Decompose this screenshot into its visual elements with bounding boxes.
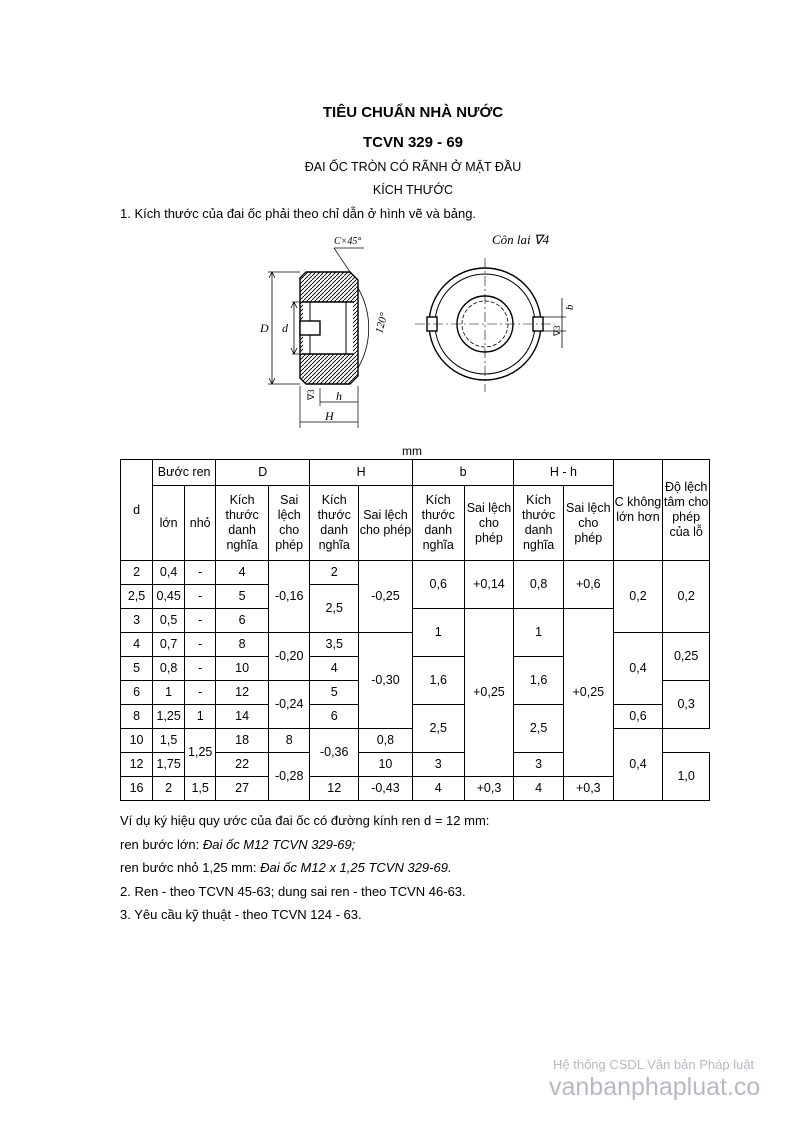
cell-Hh: 0,8 xyxy=(514,561,564,609)
cell-H: 2,5 xyxy=(310,585,359,633)
cell-H: 4 xyxy=(310,657,359,681)
cell-coarse: 1,5 xyxy=(153,729,185,753)
cell-D: 8 xyxy=(216,633,269,657)
cell-d: 12 xyxy=(121,753,153,777)
cell-b: 2,5 xyxy=(412,705,464,753)
cell-D: 4 xyxy=(216,561,269,585)
cell-d: 8 xyxy=(121,705,153,729)
cell-coarse: 0,5 xyxy=(153,609,185,633)
subheader-D-nominal: Kích thước danh nghĩa xyxy=(216,486,269,561)
subheader-b-tolerance: Sai lệch cho phép xyxy=(464,486,514,561)
cell-coarse: 1 xyxy=(153,681,185,705)
dim-b-label: b xyxy=(564,304,576,310)
cell-d: 6 xyxy=(121,681,153,705)
cell-D: 6 xyxy=(216,609,269,633)
cell-D: 27 xyxy=(216,777,269,801)
chamfer-label: C×45° xyxy=(334,236,362,247)
subheader-H-nominal: Kích thước danh nghĩa xyxy=(310,486,359,561)
fine-designation: Đai ốc M12 x 1,25 TCVN 329-69. xyxy=(260,860,452,875)
cell-fine: - xyxy=(185,633,216,657)
cell-d: 10 xyxy=(121,729,153,753)
table-header-row xyxy=(121,460,710,486)
header-C: C không lớn hơn xyxy=(613,460,663,561)
fine-prefix: ren bước nhỏ 1,25 mm: xyxy=(120,860,261,875)
cell-d: 3 xyxy=(121,609,153,633)
cell-H: 6 xyxy=(310,705,359,729)
cell-C: 0,8 xyxy=(359,729,413,753)
watermark-site: vanbanphapluat.co xyxy=(549,1073,761,1101)
cell-dev: 0,3 xyxy=(663,681,710,729)
fine-example xyxy=(120,860,452,875)
cell-b: 1 xyxy=(412,609,464,657)
cell-D: 12 xyxy=(216,681,269,705)
watermark-caption: Hệ thống CSDL Văn bản Pháp luật xyxy=(553,1057,755,1072)
side-section-view xyxy=(268,248,369,428)
document-subtitle: ĐAI ỐC TRÒN CÓ RÃNH Ở MẶT ĐẦU xyxy=(304,160,522,174)
cell-Hh-tol: +0,6 xyxy=(563,561,613,609)
section-heading: KÍCH THƯỚC xyxy=(372,183,454,197)
front-view xyxy=(415,258,566,392)
subheader-coarse: lớn xyxy=(153,486,185,561)
roughness-right-label: ∇3 xyxy=(552,325,562,336)
roughness-left-label: ∇3 xyxy=(306,389,316,400)
cell-Hh-tol: +0,3 xyxy=(563,777,613,801)
cell-Hh: 2,5 xyxy=(514,705,564,753)
dim-h-label: h xyxy=(336,389,342,403)
cell-D-tol: -0,24 xyxy=(269,681,310,729)
standard-title: TIÊU CHUẨN NHÀ NƯỚC xyxy=(322,104,504,121)
dim-D-label: D xyxy=(260,321,269,335)
cell-d: 4 xyxy=(121,633,153,657)
intro-paragraph: 1. Kích thước của đai ốc phải theo chỉ dẫn ở hình vẽ và bảng. xyxy=(120,206,477,221)
cell-H: 12 xyxy=(310,777,359,801)
cell-C: 1,0 xyxy=(663,753,710,801)
subheader-D-tolerance: Sai lệch cho phép xyxy=(269,486,310,561)
example-paragraph: Ví dụ ký hiệu quy ước của đai ốc có đường kính ren d = 12 mm: xyxy=(120,813,490,828)
cell-H-tol: -0,25 xyxy=(359,561,413,633)
cell-b: 4 xyxy=(412,777,464,801)
cell-coarse: 0,7 xyxy=(153,633,185,657)
header-eccentricity: Độ lệch tâm cho phép của lỗ xyxy=(663,460,710,561)
header-H-minus-h: H - h xyxy=(514,460,613,486)
cell-coarse: 1,75 xyxy=(153,753,185,777)
subheader-Hh-tolerance: Sai lệch cho phép xyxy=(563,486,613,561)
subheader-H-tolerance: Sai lệch cho phép xyxy=(359,486,413,561)
cell-C: 0,4 xyxy=(613,633,663,705)
cell-d: 5 xyxy=(121,657,153,681)
cell-H: 3,5 xyxy=(310,633,359,657)
cell-fine: 1,5 xyxy=(185,777,216,801)
header-b: b xyxy=(412,460,513,486)
cell-b: 3 xyxy=(412,753,464,777)
cell-b: 0,6 xyxy=(412,561,464,609)
header-thread-pitch: Bước ren xyxy=(153,460,216,486)
unit-label: mm xyxy=(402,444,422,458)
coarse-designation: Đai ốc M12 TCVN 329-69; xyxy=(202,837,356,852)
cell-D: 22 xyxy=(216,753,269,777)
cell-C: 0,2 xyxy=(613,561,663,633)
cell-C: 0,6 xyxy=(613,705,663,729)
cell-d: 16 xyxy=(121,777,153,801)
header-H: H xyxy=(310,460,412,486)
header-d: d xyxy=(121,460,153,561)
cell-D-tol: -0,28 xyxy=(269,753,310,801)
header-D: D xyxy=(216,460,310,486)
cell-H-tol: -0,36 xyxy=(310,729,359,777)
subheader-fine: nhỏ xyxy=(185,486,216,561)
cell-b: 1,6 xyxy=(412,657,464,705)
cell-D: 14 xyxy=(216,705,269,729)
cell-D: 5 xyxy=(216,585,269,609)
standard-code: TCVN 329 - 69 xyxy=(362,134,464,151)
nut-technical-drawing xyxy=(240,228,580,434)
cell-coarse: 1,25 xyxy=(153,705,185,729)
cell-H: 8 xyxy=(269,729,310,753)
cell-H: 2 xyxy=(310,561,359,585)
cell-D: 18 xyxy=(216,729,269,753)
cell-d: 2,5 xyxy=(121,585,153,609)
dim-H-label: H xyxy=(325,409,334,423)
cell-fine: - xyxy=(185,657,216,681)
cell-Hh: 1,6 xyxy=(514,657,564,705)
cell-Hh: 3 xyxy=(514,753,564,777)
table-row xyxy=(121,705,710,729)
cell-fine: 1,25 xyxy=(185,729,216,777)
coarse-example xyxy=(120,837,355,852)
cell-Hh: 1 xyxy=(514,609,564,657)
dim-d-label: d xyxy=(282,321,288,335)
thread-note: 2. Ren - theo TCVN 45-63; dung sai ren - theo TCVN 46-63. xyxy=(120,884,466,899)
cell-d: 2 xyxy=(121,561,153,585)
cell-Hh-tol: +0,25 xyxy=(563,609,613,777)
cell-fine: - xyxy=(185,585,216,609)
cell-D: 10 xyxy=(216,657,269,681)
cell-D-tol: -0,20 xyxy=(269,633,310,681)
subheader-b-nominal: Kích thước danh nghĩa xyxy=(412,486,464,561)
taper-label: Côn lai ∇4 xyxy=(492,232,550,247)
cell-fine: - xyxy=(185,609,216,633)
technical-requirements-note: 3. Yêu cầu kỹ thuật - theo TCVN 124 - 63. xyxy=(120,907,362,922)
cell-H: 5 xyxy=(310,681,359,705)
cell-coarse: 0,4 xyxy=(153,561,185,585)
cell-dev: 0,4 xyxy=(613,729,663,801)
cell-b-tol: +0,14 xyxy=(464,561,514,609)
cell-fine: - xyxy=(185,681,216,705)
cell-D-tol: -0,16 xyxy=(269,561,310,633)
dimension-table xyxy=(120,459,710,801)
subheader-Hh-nominal: Kích thước danh nghĩa xyxy=(514,486,564,561)
cell-Hh: 4 xyxy=(514,777,564,801)
cell-H-tol: -0,30 xyxy=(359,633,413,729)
cell-coarse: 0,45 xyxy=(153,585,185,609)
cell-coarse: 2 xyxy=(153,777,185,801)
angle-label: 120° xyxy=(373,311,391,335)
cell-dev: 0,2 xyxy=(663,561,710,633)
table-row xyxy=(121,561,710,585)
coarse-prefix: ren bước lớn: xyxy=(120,837,203,852)
cell-b-tol: +0,3 xyxy=(464,777,514,801)
cell-b-tol: +0,25 xyxy=(464,609,514,777)
cell-fine: - xyxy=(185,561,216,585)
cell-H-tol: -0,43 xyxy=(359,777,413,801)
cell-coarse: 0,8 xyxy=(153,657,185,681)
cell-fine: 1 xyxy=(185,705,216,729)
cell-H: 10 xyxy=(359,753,413,777)
cell-dev: 0,25 xyxy=(663,633,710,681)
